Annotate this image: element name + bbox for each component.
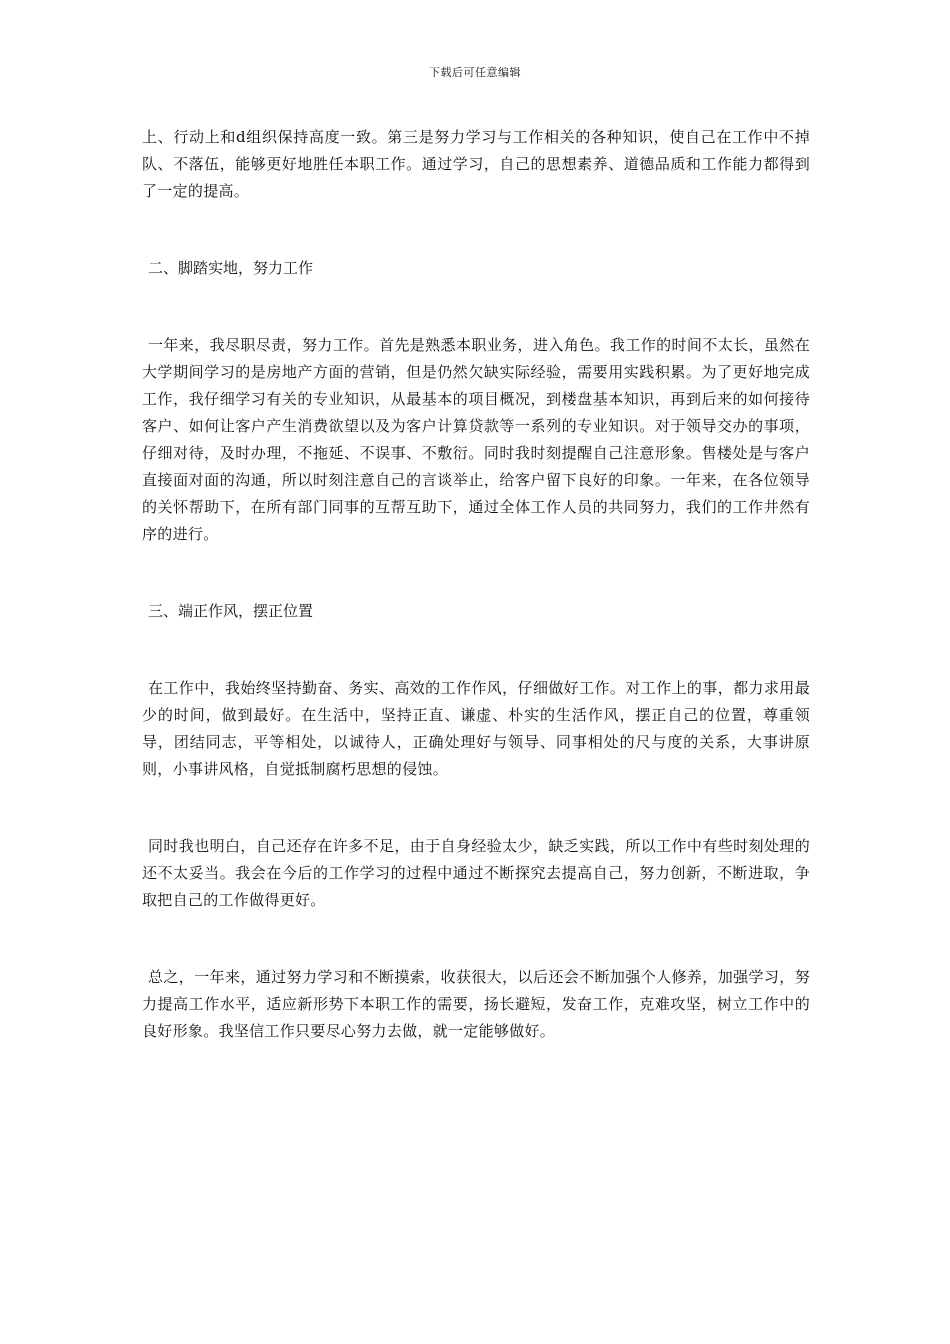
page-header-note: 下载后可任意编辑 [429,66,521,79]
spacer [142,548,810,598]
paragraph-intro-continued: 上、行动上和d组织保持高度一致。第三是努力学习与工作相关的各种知识，使自己在工作中不掉队、不落伍，能够更好地胜任本职工作。通过学习，自己的思想素养、道德品质和工作能力都得到了一定的提高。 [142,128,810,200]
spacer [142,783,810,833]
section-heading-3: 三、端正作风，摆正位置 [148,602,314,620]
paragraph-shortcomings: 同时我也明白，自己还存在许多不足，由于自身经验太少，缺乏实践，所以工作中有些时刻处理的还不太妥当。我会在今后的工作学习的过程中通过不断探究去提高自己，努力创新，不断进取，争取把自己的工作做得更好。 [142,837,810,909]
document-body [142,124,810,1045]
spacer [142,205,810,255]
paragraph-conclusion: 总之，一年来，通过努力学习和不断摸索，收获很大，以后还会不断加强个人修养，加强学习，努力提高工作水平，适应新形势下本职工作的需要，扬长避短，发奋工作，克难攻坚，树立工作中的良好形象。我坚信工作只要尽心努力去做，就一定能够做好。 [142,968,810,1040]
paragraph-work: 一年来，我尽职尽责，努力工作。首先是熟悉本职业务，进入角色。我工作的时间不太长，虽然在大学期间学习的是房地产方面的营销，但是仍然欠缺实际经验，需要用实践积累。为了更好地完成工作，我仔细学习有关的专业知识，从最基本的项目概况，到楼盘基本知识，再到后来的如何接待客户、如何让客户产生消费欲望以及为客户计算贷款等一系列的专业知识。对于领导交办的事项，仔细对待，及时办理，不拖延、不误事、不敷衍。同时我时刻提醒自己注意形象。售楼处是与客户直接面对面的沟通，所以时刻注意自己的言谈举止，给客户留下良好的印象。一年来，在各位领导的关怀帮助下，在所有部门同事的互帮互助下，通过全体工作人员的共同努力，我们的工作井然有序的进行。 [142,336,810,543]
spacer [142,625,810,675]
spacer [142,914,810,964]
spacer [142,282,810,332]
paragraph-style: 在工作中，我始终坚持勤奋、务实、高效的工作作风，仔细做好工作。对工作上的事，都力求用最少的时间，做到最好。在生活中，坚持正直、谦虚、朴实的生活作风，摆正自己的位置，尊重领导，团结同志，平等相处，以诚待人，正确处理好与领导、同事相处的尺与度的关系，大事讲原则，小事讲风格，自觉抵制腐朽思想的侵蚀。 [142,679,810,778]
section-heading-2: 二、脚踏实地，努力工作 [148,259,314,277]
